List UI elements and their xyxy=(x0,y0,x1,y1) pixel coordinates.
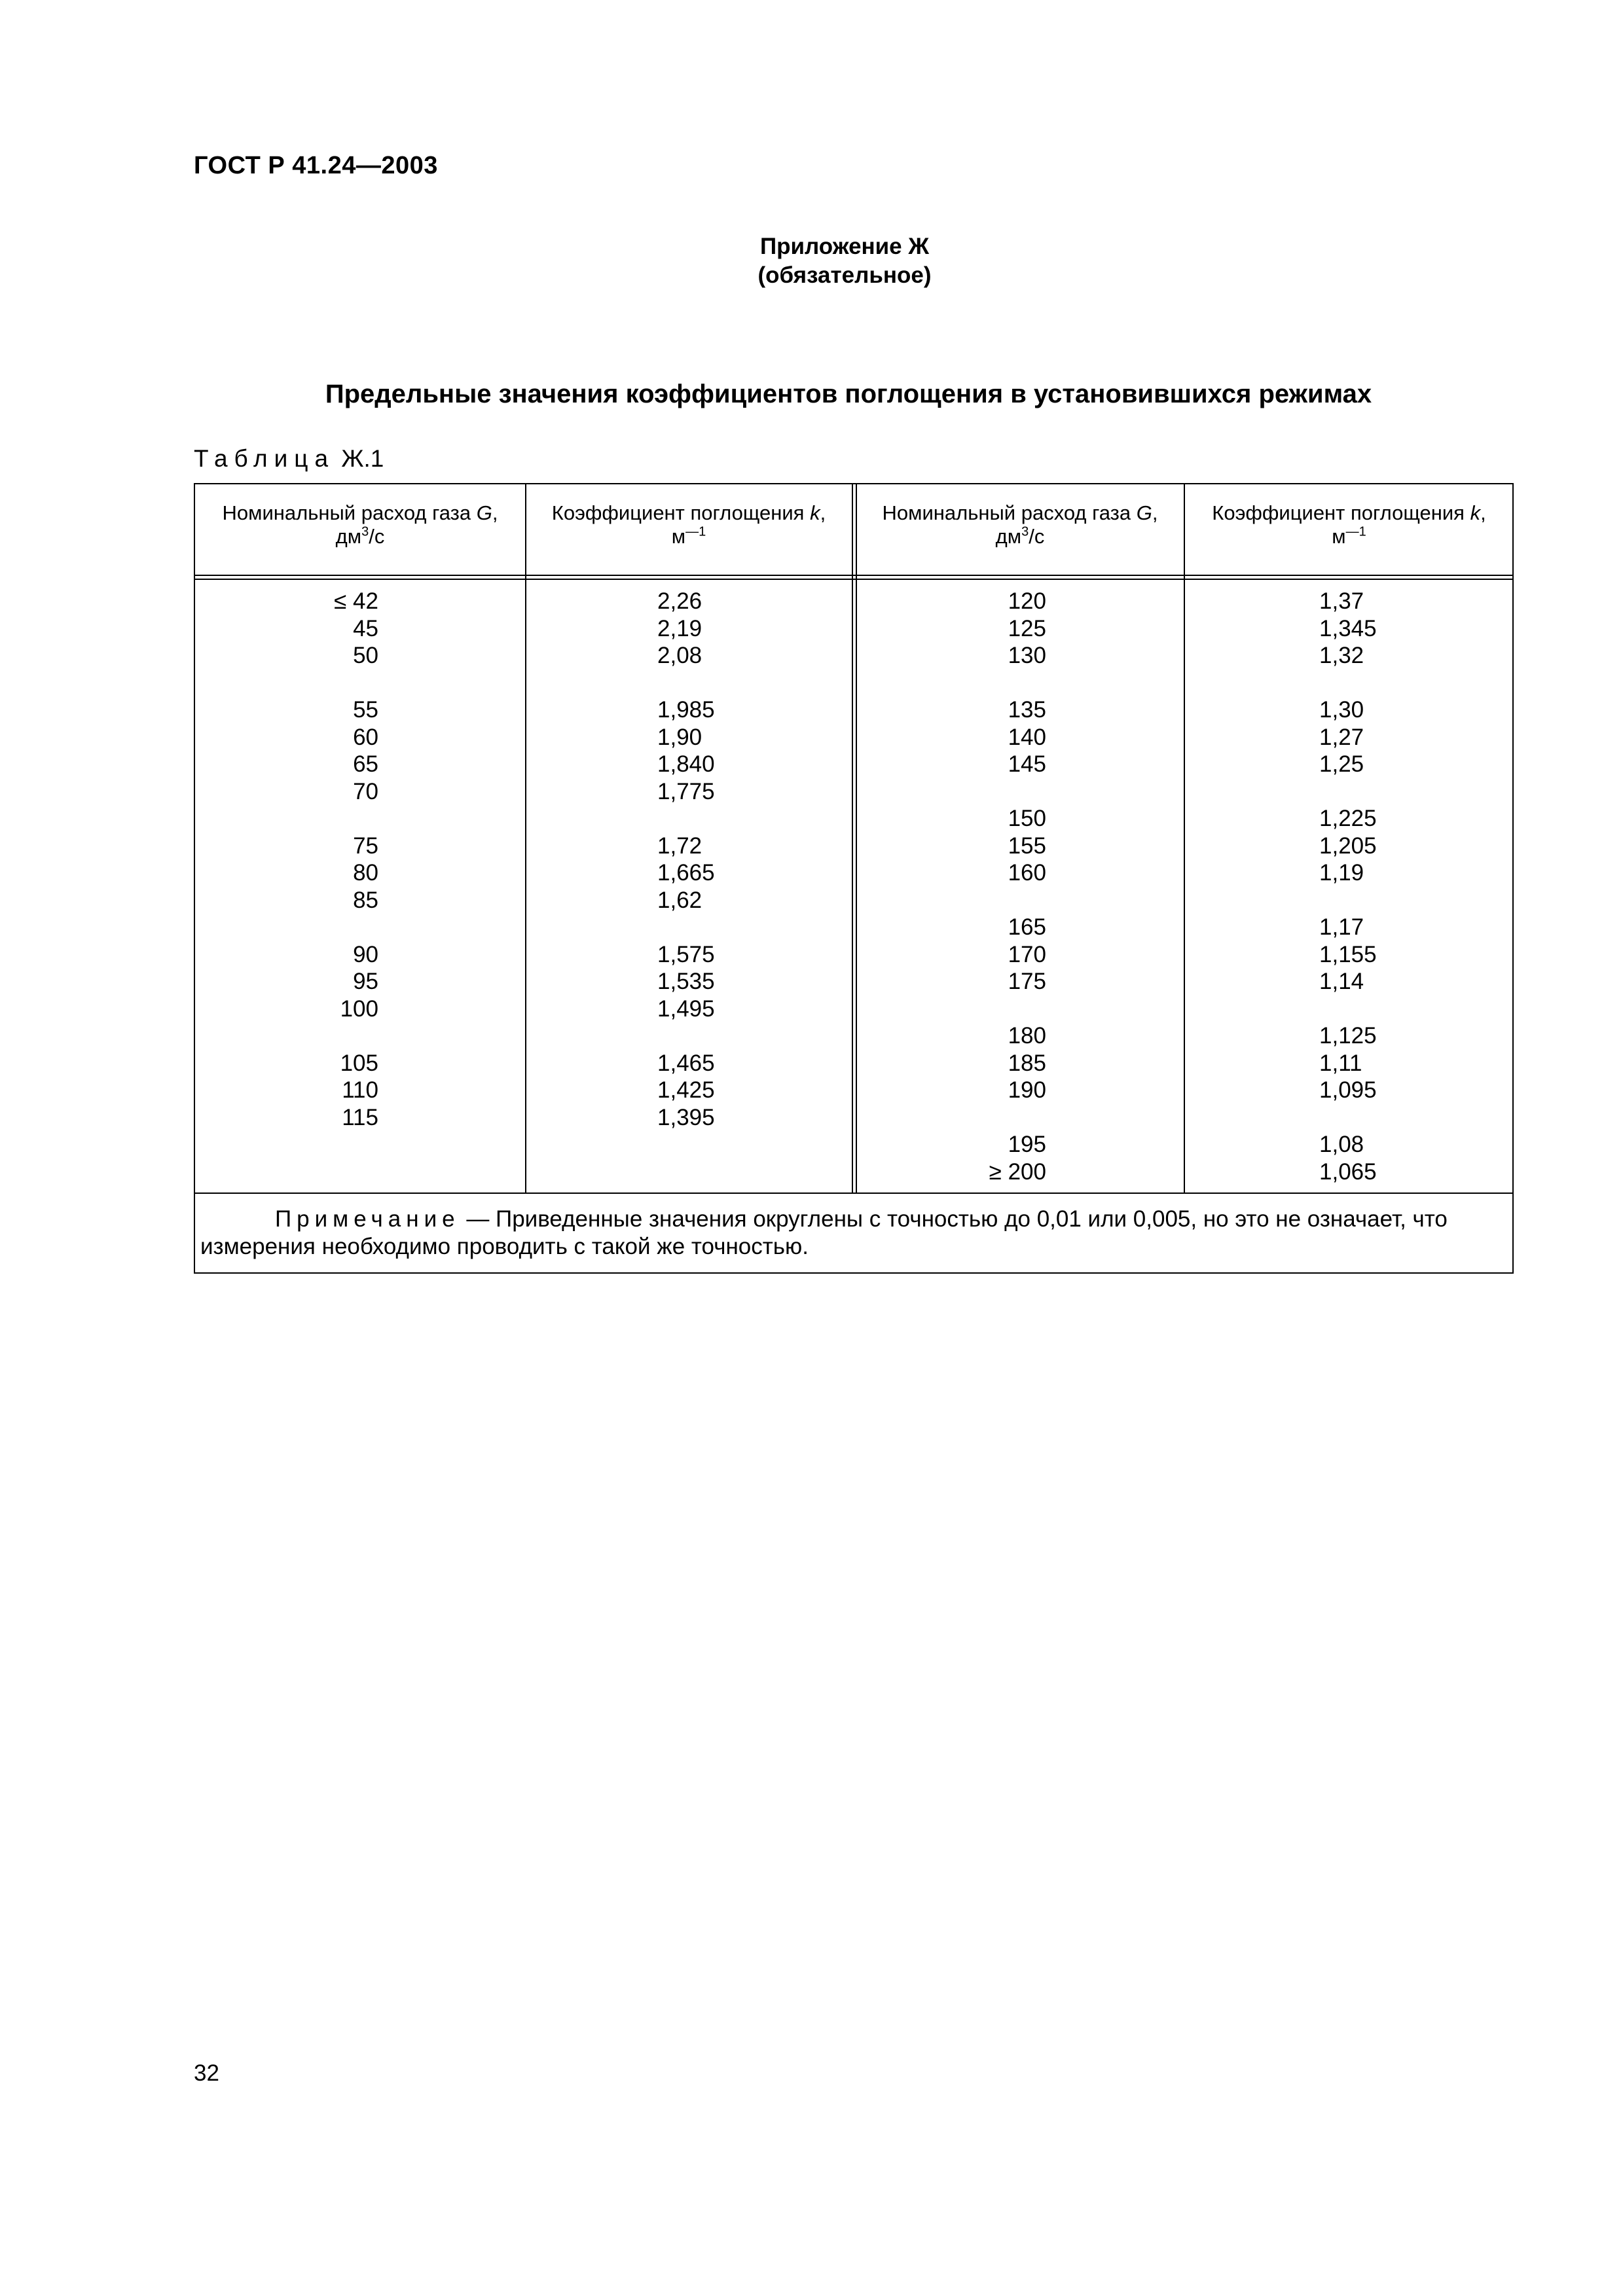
coef-value-cell xyxy=(657,805,801,833)
coef-value-cell: 1,90 xyxy=(657,724,702,750)
header-divider-double xyxy=(195,575,1512,576)
header-coef-left: Коэффициент поглощения k, $м^{—1}$ xyxy=(551,501,826,548)
flow-value-cell: 150 xyxy=(1008,806,1046,831)
annex-heading xyxy=(720,232,969,290)
flow-value-cell: 180 xyxy=(1008,1023,1046,1049)
coef-value-cell: 1,32 xyxy=(1319,643,1364,668)
coef-value-cell: 1,14 xyxy=(1319,969,1364,994)
flow-value-cell: 155 xyxy=(1008,833,1046,859)
table-note xyxy=(200,1206,1506,1261)
note-text: — Приведенные значения округлены с точностью до 0,01 или 0,005, но это не означает, что измерения необходимо проводить с такой же точностью. xyxy=(200,1206,1448,1259)
flow-value-cell: 135 xyxy=(1008,697,1046,723)
flow-value-cell: 145 xyxy=(1008,751,1046,777)
coef-value-cell: 1,155 xyxy=(1319,941,1377,967)
coef-value-cell: 1,205 xyxy=(1319,833,1377,859)
coef-value-cell: 1,19 xyxy=(1319,860,1364,886)
flow-value-cell: 45 xyxy=(353,615,378,641)
coef-value-cell xyxy=(1319,887,1463,914)
coef-value-cell: 2,26 xyxy=(657,588,702,614)
coef-value-cell xyxy=(1319,778,1463,806)
flow-value-cell: 85 xyxy=(353,887,378,913)
document-code: ГОСТ Р 41.24—2003 xyxy=(194,152,438,179)
flow-value-cell: 165 xyxy=(1008,914,1046,940)
coef-value-cell: 1,775 xyxy=(657,778,715,804)
coef-value-cell: 1,840 xyxy=(657,751,715,777)
coef-value-cell xyxy=(1319,670,1463,697)
flow-value-cell: 175 xyxy=(1008,969,1046,994)
header-flow-left: Номинальный расход газа G, $дм^3/с$ xyxy=(222,501,498,548)
left-flow-column xyxy=(261,588,378,1131)
flow-value-cell: 190 xyxy=(1008,1077,1046,1103)
flow-value-cell: ≤ 42 xyxy=(334,588,378,614)
flow-value-cell xyxy=(850,996,1046,1023)
coef-value-cell: 1,62 xyxy=(657,887,702,913)
coef-value-cell: 1,985 xyxy=(657,697,715,723)
flow-value-cell: 170 xyxy=(1008,941,1046,967)
coef-value-cell: 1,345 xyxy=(1319,615,1377,641)
coef-value-cell: 1,665 xyxy=(657,860,715,886)
coef-value-cell xyxy=(657,1022,801,1050)
coef-value-cell xyxy=(657,670,801,697)
column-divider xyxy=(525,484,526,1193)
coef-value-cell: 1,17 xyxy=(1319,914,1364,940)
coef-value-cell: 1,11 xyxy=(1319,1050,1362,1076)
coef-value-cell: 1,25 xyxy=(1319,751,1364,777)
flow-value-cell: 50 xyxy=(353,643,378,668)
coef-value-cell: 1,465 xyxy=(657,1050,715,1076)
coef-value-cell: 1,30 xyxy=(1319,697,1364,723)
flow-value-cell xyxy=(261,1022,378,1050)
flow-value-cell: 195 xyxy=(1008,1132,1046,1157)
flow-value-cell xyxy=(261,805,378,833)
flow-value-cell: 185 xyxy=(1008,1050,1046,1076)
flow-value-cell: 70 xyxy=(353,778,378,804)
flow-value-cell: 105 xyxy=(340,1050,378,1076)
header-coef-right: Коэффициент поглощения k, $м^{—1}$ xyxy=(1212,501,1486,548)
flow-value-cell xyxy=(261,670,378,697)
flow-value-cell xyxy=(850,778,1046,806)
flow-value-cell: 100 xyxy=(340,996,378,1022)
flow-value-cell: 55 xyxy=(353,697,378,723)
coef-value-cell xyxy=(657,914,801,941)
flow-value-cell: 75 xyxy=(353,833,378,859)
flow-value-cell: 130 xyxy=(1008,643,1046,668)
flow-value-cell: 95 xyxy=(353,969,378,994)
flow-value-cell: ≥ 200 xyxy=(989,1158,1046,1185)
coef-value-cell: 1,495 xyxy=(657,996,715,1022)
page-number: 32 xyxy=(194,2060,219,2086)
flow-value-cell xyxy=(850,1104,1046,1132)
annex-title: Приложение Ж xyxy=(759,234,930,259)
flow-value-cell: 115 xyxy=(342,1104,378,1130)
section-title: Предельные значения коэффициентов поглощения в установившихся режимах xyxy=(325,380,1372,408)
coef-value-cell: 1,065 xyxy=(1319,1158,1377,1185)
column-divider xyxy=(1184,484,1185,1193)
coef-value-cell: 1,425 xyxy=(657,1077,715,1103)
header-flow-right: Номинальный расход газа G, $дм^3/с$ xyxy=(882,501,1158,548)
right-coef-column xyxy=(1319,588,1463,1185)
flow-value-cell: 160 xyxy=(1008,860,1046,886)
absorption-table xyxy=(194,483,1514,1274)
flow-value-cell: 140 xyxy=(1008,724,1046,750)
coef-value-cell xyxy=(1319,996,1463,1023)
note-label: Примечание xyxy=(275,1206,460,1232)
flow-value-cell: 120 xyxy=(1008,588,1046,614)
coef-value-cell xyxy=(1319,1104,1463,1132)
coef-value-cell: 1,72 xyxy=(657,833,702,859)
flow-value-cell xyxy=(850,670,1046,697)
flow-value-cell: 110 xyxy=(342,1077,378,1103)
coef-value-cell: 1,575 xyxy=(657,941,715,967)
coef-value-cell: 1,27 xyxy=(1319,724,1364,750)
left-coef-column xyxy=(657,588,801,1131)
right-flow-column xyxy=(850,588,1046,1185)
flow-value-cell xyxy=(261,914,378,941)
flow-value-cell: 80 xyxy=(353,860,378,886)
annex-status: (обязательное) xyxy=(757,262,932,288)
coef-value-cell: 1,095 xyxy=(1319,1077,1377,1103)
table-label-word: Таблица xyxy=(194,445,335,472)
coef-value-cell: 1,08 xyxy=(1319,1132,1364,1157)
coef-value-cell: 1,125 xyxy=(1319,1023,1377,1049)
header-divider-double xyxy=(195,579,1512,580)
flow-value-cell: 65 xyxy=(353,751,378,777)
flow-value-cell: 125 xyxy=(1008,615,1046,641)
note-divider xyxy=(195,1193,1512,1194)
coef-value-cell: 1,395 xyxy=(657,1104,715,1130)
flow-value-cell: 90 xyxy=(353,941,378,967)
coef-value-cell: 2,08 xyxy=(657,643,702,668)
flow-value-cell xyxy=(850,887,1046,914)
coef-value-cell: 2,19 xyxy=(657,615,702,641)
coef-value-cell: 1,535 xyxy=(657,969,715,994)
coef-value-cell: 1,37 xyxy=(1319,588,1364,614)
coef-value-cell: 1,225 xyxy=(1319,806,1377,831)
table-label xyxy=(194,445,384,473)
flow-value-cell: 60 xyxy=(353,724,378,750)
table-label-number: Ж.1 xyxy=(341,445,384,472)
